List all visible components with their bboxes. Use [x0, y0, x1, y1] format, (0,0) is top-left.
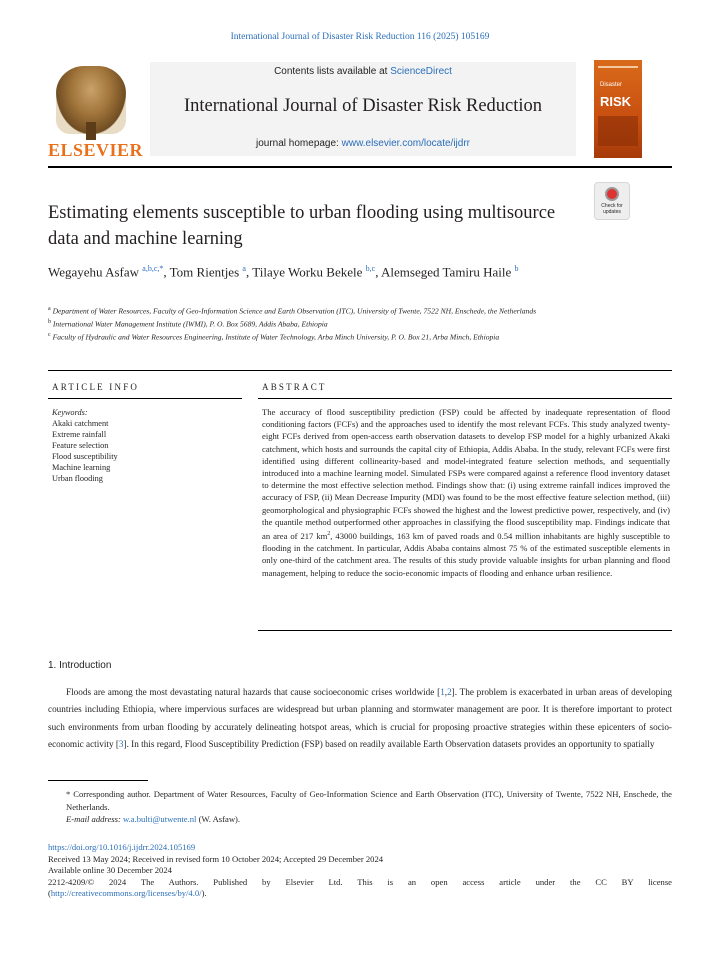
- corresponding-author-footnote: [48, 788, 672, 826]
- affiliation-text: Faculty of Hydraulic and Water Resources Engineering, Institute of Water Technology, Arba Minch University, P. O. Box 21, Arba Minch, Ethiopia: [52, 332, 500, 342]
- article-info-rule: [48, 398, 242, 399]
- abstract-rule: [258, 398, 672, 399]
- license-suffix: ).: [201, 888, 207, 899]
- footnote-rule: [48, 780, 148, 781]
- citation-link[interactable]: 2: [447, 687, 452, 697]
- license-text: 2212-4209/© 2024 The Authors. Published by Elsevier Ltd. This is an open access article under the CC BY license: [48, 876, 672, 887]
- header-rule: [48, 166, 672, 168]
- affiliation-marker: c: [48, 331, 51, 338]
- keyword-item: Flood susceptibility: [52, 452, 118, 461]
- keyword-item: Extreme rainfall: [52, 430, 107, 439]
- affiliations: [48, 304, 648, 342]
- citation-link[interactable]: 3: [118, 738, 124, 749]
- journal-title: International Journal of Disaster Risk Reduction: [183, 96, 543, 116]
- check-updates-icon: [605, 187, 619, 201]
- author-name: Tilaye Worku Bekele: [252, 264, 363, 280]
- cover-small-text: Disaster: [600, 82, 623, 88]
- publication-info: [48, 842, 672, 900]
- corresponding-author-text: * Corresponding author. Department of Water Resources, Faculty of Geo-Information Science and Earth Observation (ITC), University of Twente, 7522 NH, Enschede, the Netherlands.: [66, 789, 672, 812]
- affiliation-text: International Water Management Institute (IWMI), P. O. Box 5689, Addis Ababa, Ethiopia: [52, 319, 328, 329]
- introduction-paragraph: [48, 684, 672, 753]
- article-title: Estimating elements susceptible to urban flooding using multisource data and machine learning: [48, 203, 556, 249]
- author-name: Tom Rientjes: [169, 264, 240, 280]
- keywords-label: Keywords:: [52, 408, 88, 417]
- paragraph-text: ]. In this regard, Flood Susceptibility Prediction (FSP) based on readily available Earth Observation datasets provides an opportunity to spatially: [123, 738, 655, 749]
- author-affiliation-link[interactable]: b,c: [365, 264, 376, 273]
- license-link-line: (http://creativecommons.org/licenses/by/4.0/).: [48, 888, 207, 899]
- keywords-block: [52, 407, 242, 484]
- elsevier-logo[interactable]: [48, 62, 144, 160]
- sciencedirect-link[interactable]: ScienceDirect: [390, 66, 452, 77]
- contents-line: [150, 66, 576, 77]
- paragraph-text: ]. The problem is exacerbated in urban areas of developing countries including Ethiopia, where impervious surfaces are widespread but urban planning and stormwater management are poor. It is therefore important to protect such environments from urban flooding by accurately delineating hotspot areas, which is crucial for proposing proactive strategies within these epicenters of socio-economic activity [: [48, 687, 673, 749]
- license-link[interactable]: http://creativecommons.org/licenses/by/4.0/: [50, 888, 202, 899]
- article-info-heading: ARTICLE INFO: [52, 382, 140, 392]
- abstract-heading: ABSTRACT: [262, 382, 327, 392]
- tree-trunk-icon: [86, 122, 96, 140]
- abstract-text: [262, 406, 670, 579]
- available-online: Available online 30 December 2024: [48, 865, 172, 876]
- email-link[interactable]: w.a.bulti@utwente.nl: [122, 814, 197, 824]
- keyword-item: Urban flooding: [52, 474, 103, 483]
- author-name: Wegayehu Asfaw: [48, 264, 140, 280]
- author-name: Alemseged Tamiru Haile: [381, 264, 512, 280]
- homepage-link[interactable]: www.elsevier.com/locate/ijdrr: [341, 138, 470, 149]
- check-for-updates-button[interactable]: [594, 182, 630, 220]
- author-affiliation-link[interactable]: a,b,c,*: [142, 264, 164, 273]
- homepage-prefix: journal homepage:: [256, 138, 342, 149]
- citation-separator: ,: [444, 687, 448, 697]
- abstract-part: The accuracy of flood susceptibility prediction (FSP) could be affected by inadequate representation of flood conditioning factors (FCFs) and the approaches used to identify the most relevant FCFs. This study analyzed twenty-eight FCFs derived from open-access earth observation datasets to develop FSP model for a highly urbanized Akaki catchment, which hosts and surrounds the capital city of Ethiopia, Addis Ababa. In the study, relevant FCFs were first identified using different collinearity-based and model-integrated feature selection methods, and sequentially introduced into a machine learning model. Simulated FSPs were compared against a reference flood inventory dataset to determine the most effective selection method. Findings show that: (i) using extreme rainfall indices improved the accuracy of FSP, (ii) Mean Decrease Impurity (MDI) was found to be the most effective feature selection method, (iii) geomorphological and physiographic FCFs showed the highest and the lowest predictive power, respectively, and (iv) the quantile method outperformed other approaches in classifying the flood susceptibility map. Findings indicate that an area of 217 km: [262, 407, 670, 541]
- abstract-end-rule: [258, 630, 672, 631]
- affiliation-item: [48, 317, 648, 330]
- cover-big-text: RISK: [600, 94, 632, 109]
- author-affiliation-link[interactable]: b: [514, 264, 519, 273]
- abstract-part: , 43000 buildings, 163 km of paved roads and 0.54 million inhabitants are highly susceptible to flooding in the catchment. In particular, Addis Ababa contains almost 75 % of the estimated susceptible elements in only one-third of the catchment area. The results of this study provide valuable insights for urban planning and flood management, helping to reduce the socio-economic impacts of flooding and enhance urban resilience.: [262, 530, 670, 578]
- journal-reference[interactable]: International Journal of Disaster Risk Reduction 116 (2025) 105169: [230, 32, 490, 42]
- section-rule: [48, 370, 672, 371]
- journal-cover-image[interactable]: [594, 60, 642, 158]
- email-label: E-mail address:: [66, 814, 123, 824]
- affiliation-text: Department of Water Resources, Faculty of Geo-Information Science and Earth Observation (ITC), University of Twente, 7522 NH, Enschede, the Netherlands: [52, 306, 537, 316]
- received-dates: Received 13 May 2024; Received in revised form 10 October 2024; Accepted 29 December 2024: [48, 853, 384, 864]
- keyword-item: Machine learning: [52, 463, 111, 472]
- paragraph-text: Floods are among the most devastating natural hazards that cause socioeconomic crises worldwide [: [66, 687, 441, 697]
- author-list: Wegayehu Asfaw $^{a,b,c,*}$, Tom Rientjes $^a$, Tilaye Worku Bekele $^{b,c}$, Alemseged Tamiru Haile $^b$: [48, 264, 519, 280]
- abstract-superscript: 2: [327, 531, 331, 538]
- doi-link[interactable]: https://doi.org/10.1016/j.ijdrr.2024.105169: [48, 842, 196, 852]
- citation-link[interactable]: 1: [440, 687, 445, 697]
- homepage-line: [150, 138, 576, 149]
- email-line: [48, 813, 672, 826]
- publisher-logo-text: ELSEVIER: [48, 140, 144, 160]
- keyword-item: Feature selection: [52, 441, 109, 450]
- affiliation-marker: b: [48, 318, 51, 325]
- cover-stripe: [598, 66, 638, 68]
- affiliation-item: [48, 330, 648, 343]
- author-affiliation-link[interactable]: a: [242, 264, 246, 273]
- cover-image-block: [598, 116, 638, 146]
- section-heading-introduction: 1. Introduction: [48, 660, 112, 671]
- check-updates-label: Check for updates: [601, 203, 623, 215]
- keyword-item: Akaki catchment: [52, 419, 109, 428]
- contents-prefix: Contents lists available at: [274, 66, 391, 77]
- affiliation-item: [48, 304, 648, 317]
- affiliation-marker: a: [48, 306, 51, 312]
- email-suffix: (W. Asfaw).: [196, 814, 241, 824]
